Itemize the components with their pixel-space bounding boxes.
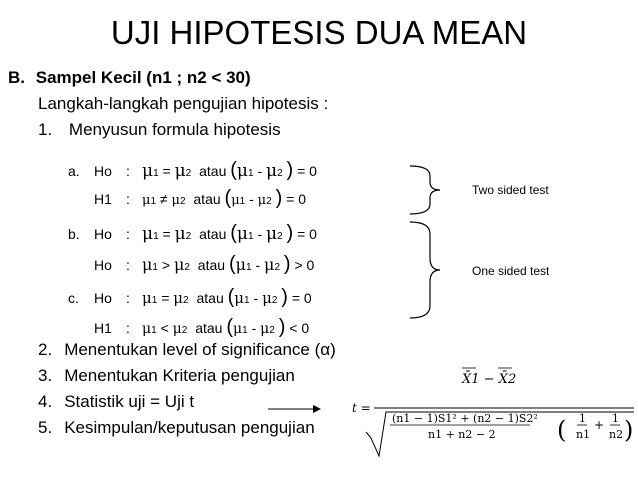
colon: :	[126, 290, 130, 306]
subscript-2: 2	[271, 295, 278, 306]
hyp-name: Ho	[94, 257, 112, 273]
subscript-1: 1	[153, 168, 159, 179]
n1-den: n1	[576, 428, 591, 441]
paren-right: )	[624, 416, 634, 444]
page-title: UJI HIPOTESIS DUA MEAN	[110, 14, 528, 51]
colon: :	[126, 320, 130, 336]
mu-symbol: μ	[233, 321, 243, 337]
row-prefix: b.	[68, 226, 80, 242]
rhs: > 0	[294, 257, 315, 273]
plus-sign: +	[594, 418, 605, 432]
atau-word: atau	[196, 290, 224, 306]
subscript-1: 1	[151, 295, 158, 306]
mu-symbol: μ	[234, 289, 245, 307]
paren-open: (	[226, 316, 234, 338]
paren-open: (	[227, 286, 235, 308]
paren-close: )	[275, 187, 283, 209]
section-title: Sampel Kecil (n1 ; n2 < 30)	[35, 68, 251, 87]
step-text: Menentukan Kriteria pengujian	[64, 366, 295, 385]
minus-sign: -	[257, 163, 263, 179]
rhs: = 0	[297, 226, 317, 242]
paren-close: )	[281, 286, 288, 308]
mu-symbol: μ	[142, 255, 153, 274]
relation-sign: <	[160, 320, 169, 336]
paren-open: (	[230, 159, 237, 181]
step-text: Menyusun formula hipotesis	[68, 120, 281, 139]
subscript-2: 2	[185, 231, 192, 242]
step-number: 5.	[38, 418, 53, 437]
subscript-2: 2	[266, 196, 272, 207]
mu-symbol: μ	[142, 224, 154, 244]
step-number: 2.	[38, 340, 53, 359]
subscript-2: 2	[274, 262, 280, 273]
relation-sign: ≠	[159, 191, 168, 207]
subscript-1: 1	[150, 196, 157, 207]
n2-den: n2	[609, 428, 624, 441]
colon: :	[126, 226, 130, 242]
minus-sign: -	[251, 320, 257, 336]
atau-word: atau	[197, 257, 226, 273]
mu-symbol: μ	[173, 289, 184, 307]
hyp-name: Ho	[94, 163, 112, 179]
paren-open: (	[224, 187, 232, 209]
mu-symbol: μ	[142, 289, 152, 307]
subscript-1: 1	[244, 295, 250, 306]
mu-symbol: μ	[257, 193, 267, 208]
two-sided-label: Two sided test	[472, 183, 549, 197]
mu-symbol: μ	[260, 321, 270, 337]
paren-open: (	[228, 253, 236, 275]
numerator: X̄1 − X̄2	[462, 372, 517, 387]
subscript-2: 2	[277, 231, 283, 242]
rhs: = 0	[286, 191, 306, 207]
mu-symbol: μ	[171, 193, 180, 208]
t-symbol: t =	[352, 401, 371, 415]
subscript-2: 2	[179, 196, 186, 207]
mu-symbol: μ	[174, 224, 186, 244]
mu-symbol: μ	[266, 224, 278, 244]
colon: :	[126, 257, 130, 273]
hyp-name: H1	[94, 320, 112, 336]
subscript-1: 1	[151, 325, 157, 336]
step-item	[38, 392, 194, 412]
mu-symbol: μ	[264, 255, 275, 274]
relation-sign: =	[162, 226, 171, 242]
relation-sign: >	[161, 257, 171, 273]
two-sided-brace	[410, 166, 440, 214]
mu-symbol: μ	[262, 289, 272, 307]
mu-symbol: μ	[236, 161, 248, 181]
section-letter: B.	[8, 68, 25, 87]
subscript-1: 1	[247, 168, 254, 179]
colon: :	[126, 191, 130, 207]
subscript-1: 1	[153, 231, 159, 242]
hyp-name: Ho	[94, 226, 112, 242]
mu-symbol: μ	[235, 255, 247, 274]
step-item	[38, 366, 295, 386]
minus-sign: -	[257, 226, 263, 242]
mu-symbol: μ	[142, 321, 152, 337]
subscript-2: 2	[183, 295, 189, 306]
one-sided-label: One sided test	[472, 264, 550, 278]
denominator-bottom: n1 + n2 − 2	[428, 428, 496, 441]
subscript-2: 2	[185, 168, 192, 179]
minus-sign: -	[253, 290, 259, 306]
paren-close: )	[286, 222, 294, 244]
rhs: = 0	[297, 163, 317, 179]
step-number: 4.	[38, 392, 53, 411]
subscript-2: 2	[184, 262, 190, 273]
subscript-2: 2	[277, 168, 283, 179]
one-a: 1	[579, 412, 586, 425]
subscript-1: 1	[239, 196, 246, 207]
paren-open: (	[230, 222, 237, 244]
mu-symbol: μ	[142, 193, 151, 208]
colon: :	[126, 163, 130, 179]
rhs: < 0	[289, 320, 310, 336]
step-item	[38, 418, 315, 438]
relation-sign: =	[161, 290, 170, 306]
rhs: = 0	[291, 290, 312, 306]
row-prefix: a.	[68, 163, 80, 179]
step-text: Menentukan level of significance (α)	[64, 340, 336, 359]
subscript-1: 1	[242, 325, 248, 336]
mu-symbol: μ	[172, 321, 182, 337]
subscript-2: 2	[181, 325, 188, 336]
mu-symbol: μ	[142, 161, 154, 181]
hyp-name: H1	[94, 191, 112, 207]
denominator-top: (n1 − 1)S1² + (n2 − 1)S2²	[392, 412, 538, 425]
paren-left: (	[557, 416, 567, 444]
minus-sign: -	[255, 257, 261, 273]
mu-symbol: μ	[173, 255, 185, 274]
one-sided-brace	[410, 222, 440, 318]
subscript-1: 1	[152, 262, 158, 273]
step-text: Kesimpulan/keputusan pengujian	[64, 418, 315, 437]
intro-text: Langkah-langkah pengujian hipotesis :	[38, 94, 329, 113]
mu-symbol: μ	[236, 224, 248, 244]
atau-word: atau	[199, 163, 227, 179]
mu-symbol: μ	[174, 161, 186, 181]
step-number: 3.	[38, 366, 53, 385]
subscript-1: 1	[247, 231, 254, 242]
mu-symbol: μ	[231, 193, 240, 208]
paren-close: )	[283, 253, 291, 275]
paren-close: )	[286, 159, 294, 181]
hyp-name: Ho	[94, 290, 112, 306]
atau-word: atau	[199, 226, 227, 242]
mu-symbol: μ	[266, 161, 278, 181]
row-prefix: c.	[68, 290, 79, 306]
one-b: 1	[612, 412, 619, 425]
subscript-1: 1	[246, 262, 252, 273]
arrow-head	[313, 405, 321, 413]
subscript-2: 2	[269, 325, 275, 336]
step-item	[38, 340, 336, 360]
minus-sign: -	[249, 191, 254, 207]
step-number: 1.	[38, 120, 53, 139]
atau-word: atau	[193, 191, 221, 207]
paren-close: )	[278, 316, 286, 338]
atau-word: atau	[195, 320, 223, 336]
step-text: Statistik uji = Uji t	[64, 392, 195, 411]
relation-sign: =	[162, 163, 171, 179]
